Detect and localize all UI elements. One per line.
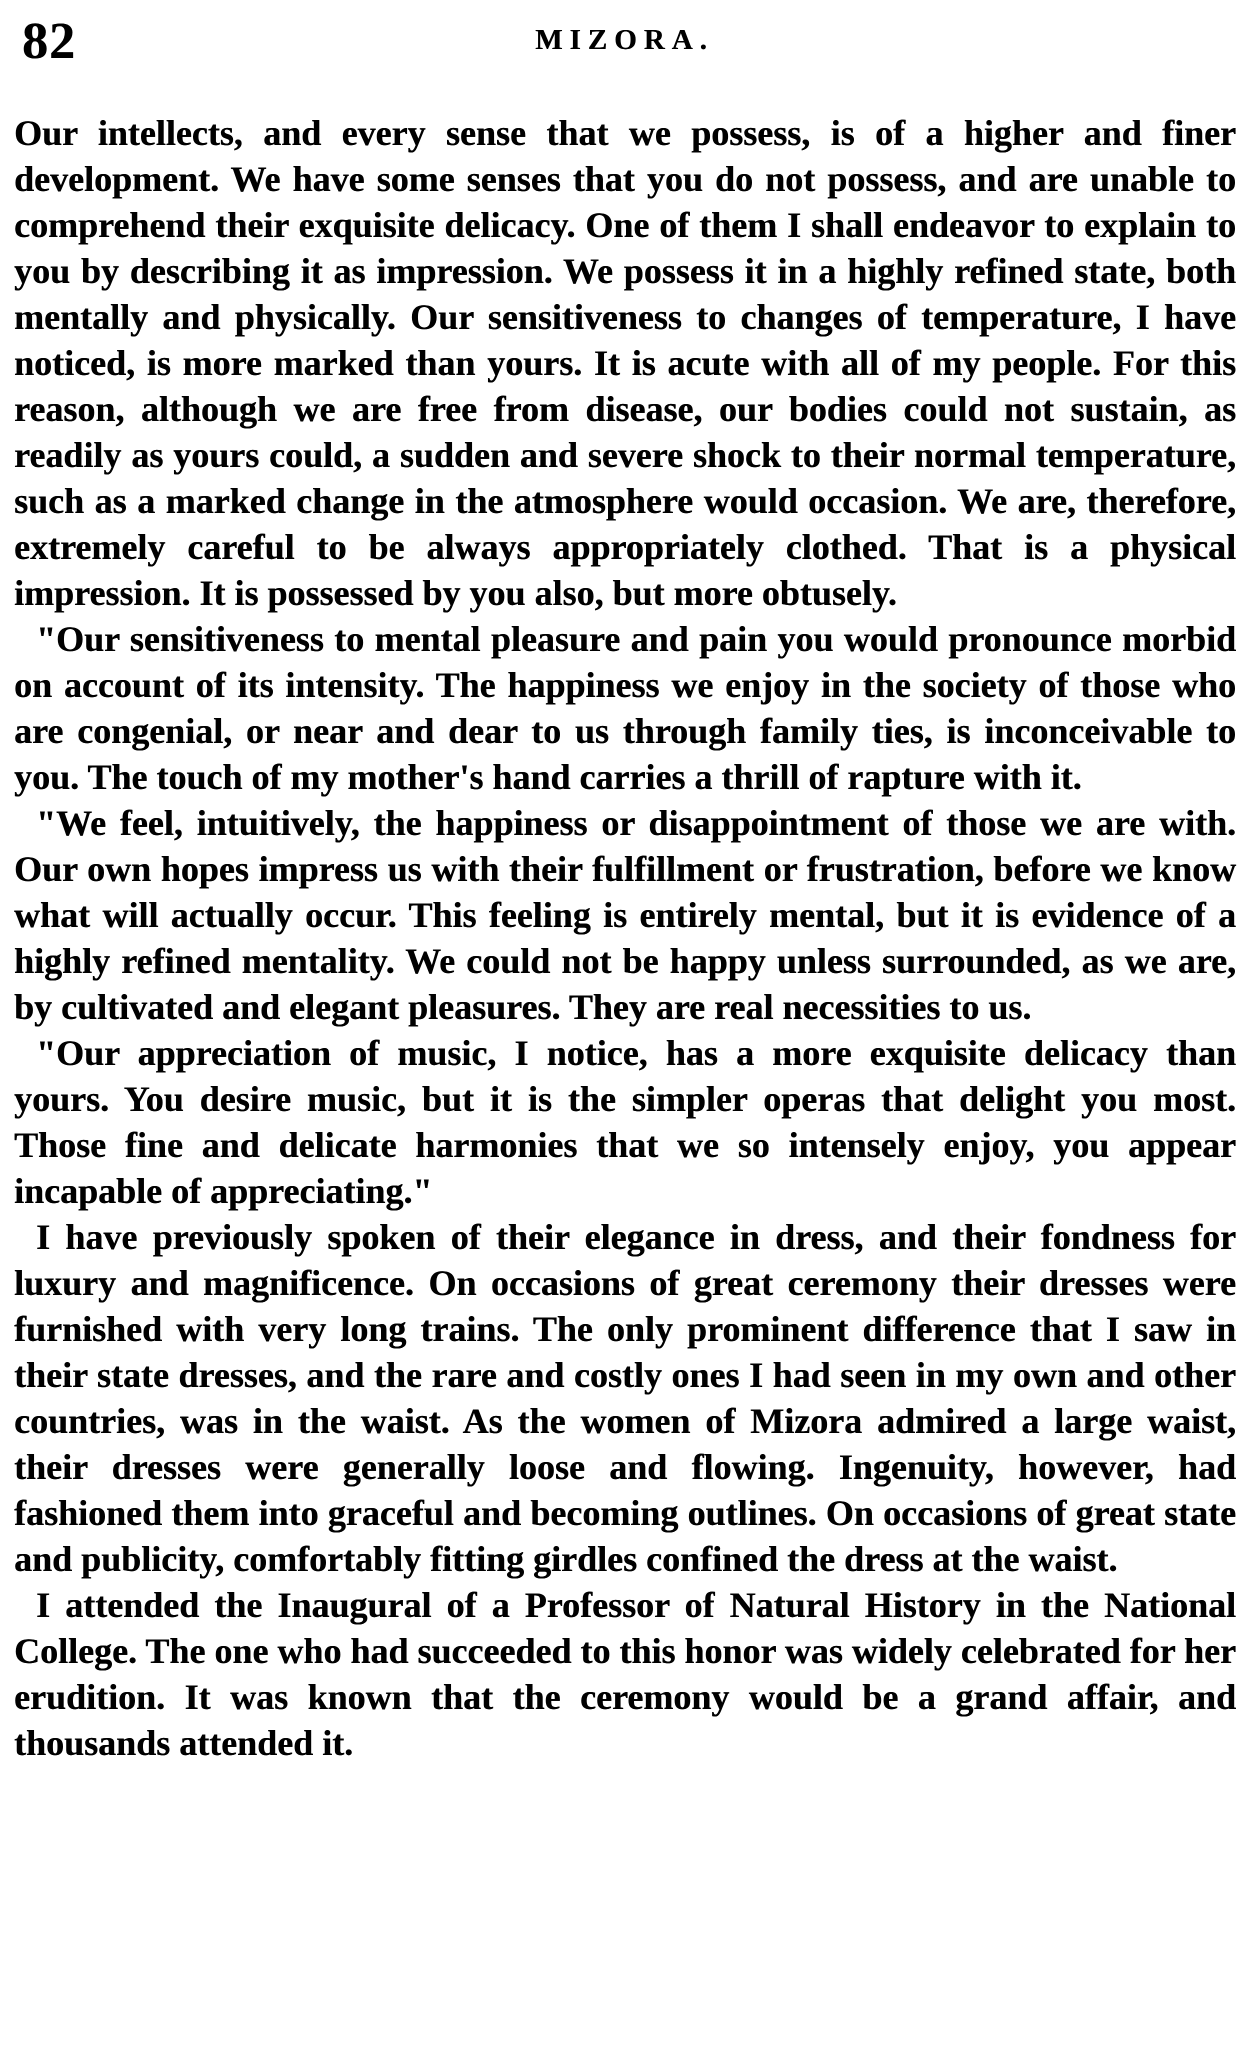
paragraph-6: I attended the Inaugural of a Professor of Natural History in the National College. The one who had succeeded to this honor was widely celebrated for her erudition. It was known that the ceremony would be a grand affair, and thousands attended it. bbox=[14, 1585, 1236, 1763]
paragraph-5: I have previously spoken of their elegance in dress, and their fondness for luxury and magnificence. On occasions of great ceremony their dresses were furnished with very long trains. The only prominent difference that I saw in their state dresses, and the rare and costly ones I had seen in my own and other countries, was in the waist. As the women of Mizora admired a large waist, their dresses were generally loose and flowing. Ingenuity, however, had fashioned them into graceful and becoming outlines. On occasions of great state and publicity, comfortably fitting girdles confined the dress at the waist. bbox=[14, 1217, 1236, 1579]
paragraph-2: "Our sensitiveness to mental pleasure and pain you would pronounce morbid on account of its intensity. The happiness we enjoy in the society of those who are congenial, or near and dear to us through family ties, is inconceivable to you. The touch of my mother's hand carries a thrill of rapture with it. bbox=[14, 619, 1236, 797]
paragraph-3: "We feel, intuitively, the happiness or disappointment of those we are with. Our own hopes impress us with their fulfillment or frustration, before we know what will actually occur. This feeling is entirely mental, but it is evidence of a highly refined mentality. We could not be happy unless surrounded, as we are, by cultivated and elegant pleasures. They are real necessities to us. bbox=[14, 803, 1236, 1027]
page-header bbox=[0, 0, 1249, 110]
paragraph-1: Our intellects, and every sense that we possess, is of a higher and finer development. We have some senses that you do not possess, and are unable to comprehend their exquisite delicacy. One of them I shall endeavor to explain to you by describing it as impression. We possess it in a highly refined state, both mentally and physically. Our sensitiveness to changes of temperature, I have noticed, is more marked than yours. It is acute with all of my people. For this reason, although we are free from disease, our bodies could not sustain, as readily as yours could, a sudden and severe shock to their normal temperature, such as a marked change in the atmosphere would occasion. We are, therefore, extremely careful to be always appropriately clothed. That is a physical impression. It is possessed by you also, but more obtusely. bbox=[14, 113, 1236, 613]
page-body bbox=[14, 110, 1236, 1766]
page-number: 82 bbox=[22, 13, 76, 70]
paragraph-4: "Our appreciation of music, I notice, has a more exquisite delicacy than yours. You desire music, but it is the simpler operas that delight you most. Those fine and delicate harmonies that we so intensely enjoy, you appear incapable of appreciating." bbox=[14, 1033, 1236, 1211]
running-title: MIZORA. bbox=[535, 24, 714, 56]
